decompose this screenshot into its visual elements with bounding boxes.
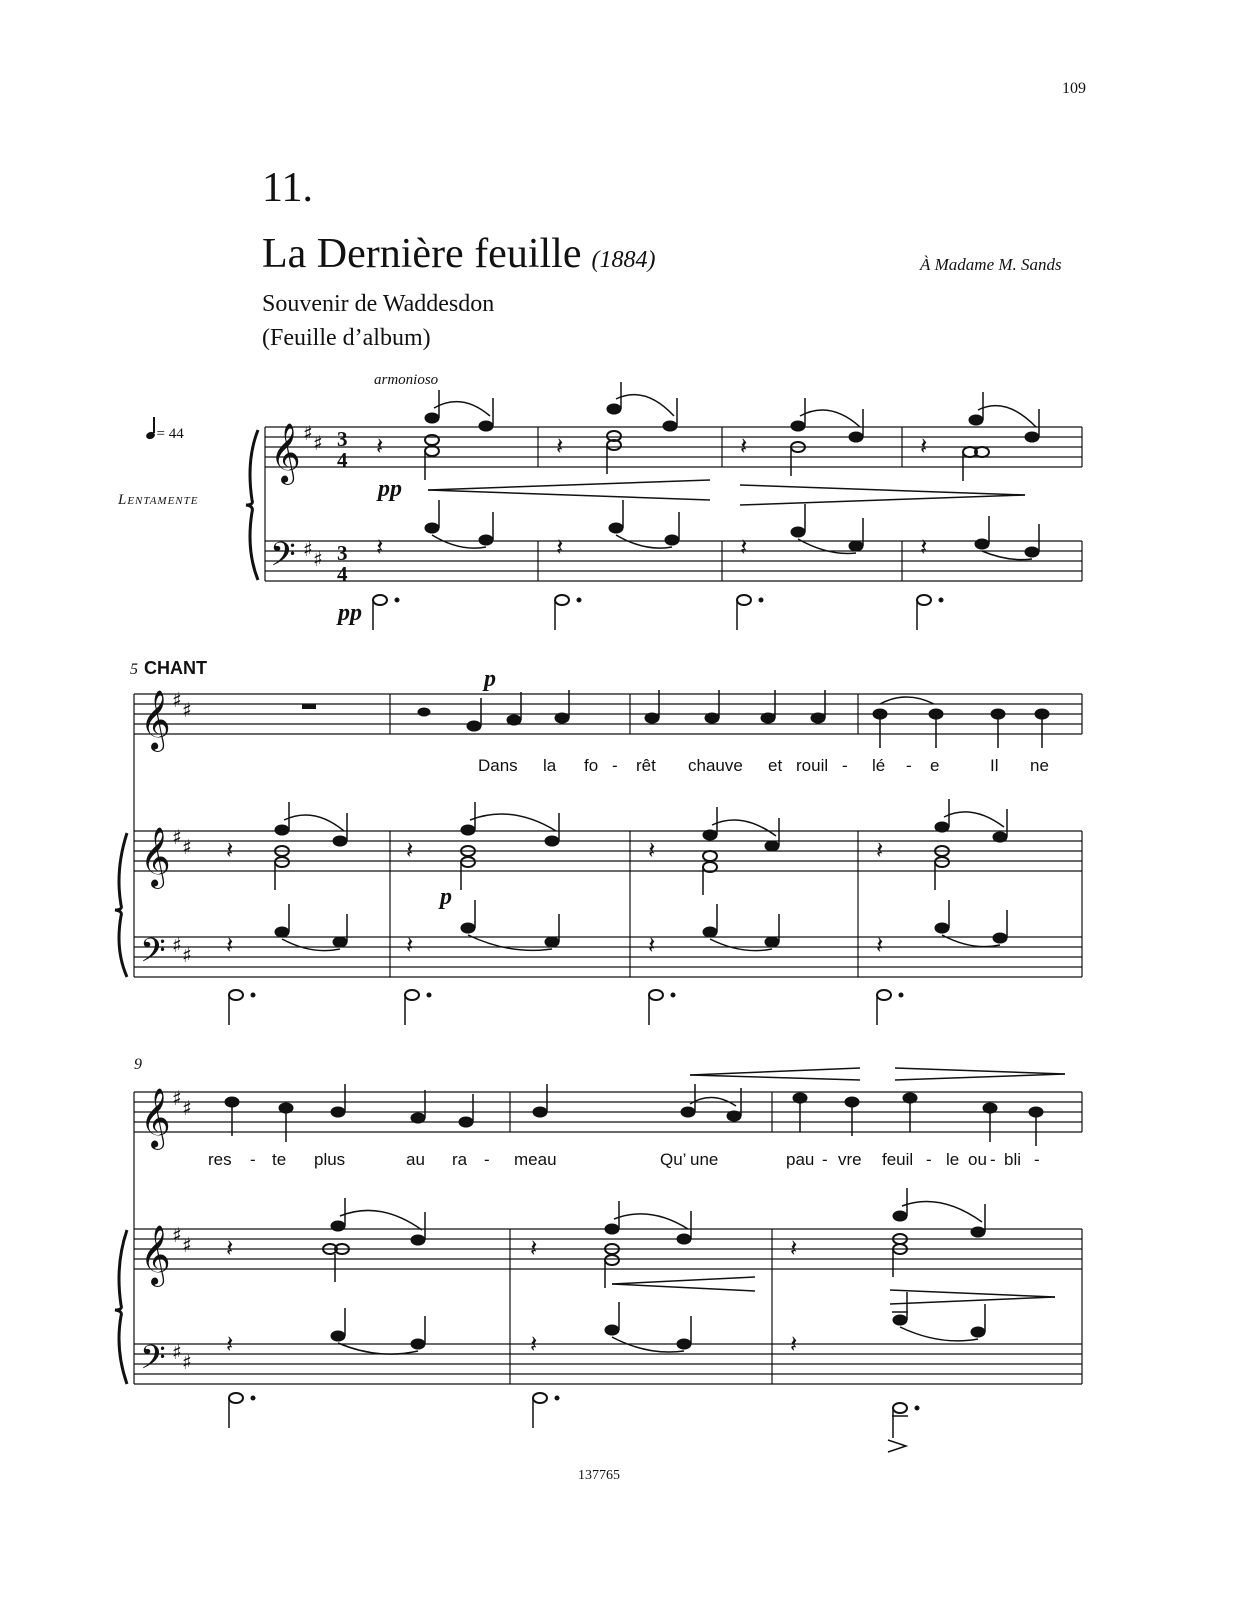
title-row — [262, 230, 655, 278]
lyric-syllable: feuil — [882, 1150, 914, 1169]
lyric-syllable: vre — [838, 1150, 862, 1169]
svg-text:𝄽: 𝄽 — [740, 432, 748, 460]
svg-text:♯: ♯ — [313, 431, 323, 455]
lyric-syllable: res — [208, 1150, 232, 1169]
lyric-syllable: le — [946, 1150, 960, 1169]
svg-text:3: 3 — [337, 427, 348, 451]
svg-text:𝄽: 𝄽 — [556, 432, 564, 460]
tempo-value: = 44 — [156, 426, 184, 442]
svg-text:𝄽: 𝄽 — [376, 533, 384, 561]
lyric-syllable: au — [406, 1150, 425, 1169]
svg-text:𝄽: 𝄽 — [876, 931, 884, 959]
lyric-syllable: Qu’ — [660, 1150, 687, 1169]
dynamic-p: p — [484, 666, 496, 692]
svg-text:𝄽: 𝄽 — [876, 836, 884, 864]
svg-text:♯: ♯ — [172, 688, 182, 712]
dynamic-pp: pp — [338, 600, 362, 626]
song-year: (1884) — [591, 247, 656, 273]
lyric-syllable: te — [272, 1150, 287, 1169]
svg-text:𝄽: 𝄽 — [226, 1330, 234, 1358]
lyric-syllable: pau — [786, 1150, 815, 1169]
lyric-syllable: ou — [968, 1150, 987, 1169]
song-number: 11. — [262, 165, 313, 211]
page-number: 109 — [1062, 80, 1086, 97]
svg-text:𝄢: 𝄢 — [140, 1339, 166, 1385]
svg-text:♯: ♯ — [172, 1086, 182, 1110]
lyric-syllable: - — [990, 1150, 996, 1169]
svg-text:𝄽: 𝄽 — [920, 432, 928, 460]
lyric-syllable: lé — [872, 756, 886, 775]
svg-text:𝄞: 𝄞 — [140, 1225, 171, 1285]
svg-text:𝄞: 𝄞 — [140, 827, 171, 887]
voice-label-text: CHANT — [144, 658, 207, 678]
svg-text:𝄽: 𝄽 — [226, 836, 234, 864]
tempo-mark — [146, 422, 184, 443]
lyric-syllable: - — [484, 1150, 490, 1169]
svg-text:𝄞: 𝄞 — [140, 690, 171, 750]
lyric-syllable: fo — [584, 756, 599, 775]
lyric-syllable: - — [1034, 1150, 1040, 1169]
lyric-syllable: Il — [990, 756, 999, 775]
svg-text:𝄽: 𝄽 — [530, 1234, 538, 1262]
lyric-syllable: bli — [1004, 1150, 1022, 1169]
svg-text:𝄽: 𝄽 — [556, 533, 564, 561]
svg-text:3: 3 — [337, 541, 348, 565]
dynamic-p: p — [440, 884, 452, 910]
tempo-word: Lentamente — [118, 492, 199, 508]
lyric-syllable: Dans — [478, 756, 518, 775]
svg-text:♯: ♯ — [182, 943, 192, 967]
svg-text:♯: ♯ — [182, 698, 192, 722]
svg-text:𝄽: 𝄽 — [648, 931, 656, 959]
svg-text:♯: ♯ — [303, 537, 313, 561]
lyric-syllable: une — [690, 1150, 719, 1169]
svg-text:𝄽: 𝄽 — [648, 836, 656, 864]
lyric-syllable: - — [926, 1150, 932, 1169]
svg-text:♯: ♯ — [182, 1350, 192, 1374]
footer-code: 137765 — [578, 1468, 620, 1483]
svg-text:𝄽: 𝄽 — [406, 931, 414, 959]
svg-text:𝄢: 𝄢 — [140, 932, 166, 978]
lyric-syllable: - — [822, 1150, 828, 1169]
svg-text:𝄽: 𝄽 — [530, 1330, 538, 1358]
subtitle-line: Souvenir de Waddesdon — [262, 291, 495, 317]
lyric-syllable: et — [768, 756, 783, 775]
svg-text:♯: ♯ — [172, 1223, 182, 1247]
lyric-syllable: e — [930, 756, 940, 775]
subtitle-line: (Feuille d’album) — [262, 325, 431, 351]
svg-text:𝄽: 𝄽 — [790, 1330, 798, 1358]
lyric-syllable: - — [842, 756, 848, 775]
voice-label — [130, 658, 227, 679]
svg-text:𝄽: 𝄽 — [226, 1234, 234, 1262]
svg-text:♯: ♯ — [172, 825, 182, 849]
lyric-syllable: chauve — [688, 756, 743, 775]
subtitle — [262, 287, 494, 355]
svg-text:♯: ♯ — [303, 421, 313, 445]
svg-text:𝄽: 𝄽 — [740, 533, 748, 561]
svg-text:4: 4 — [337, 448, 348, 472]
lyric-syllable: plus — [314, 1150, 346, 1169]
svg-text:♯: ♯ — [313, 547, 323, 571]
measure-number: 9 — [134, 1056, 142, 1073]
expression-mark: armonioso — [374, 372, 439, 388]
svg-text:𝄽: 𝄽 — [406, 836, 414, 864]
lyric-syllable: la — [543, 756, 557, 775]
lyric-syllable: rouil — [796, 756, 829, 775]
lyric-syllable: ra — [452, 1150, 468, 1169]
lyric-syllable: - — [250, 1150, 256, 1169]
dedication: À Madame M. Sands — [920, 255, 1062, 274]
dynamic-pp: pp — [378, 476, 402, 502]
svg-text:♯: ♯ — [182, 835, 192, 859]
svg-text:𝄢: 𝄢 — [270, 536, 296, 582]
lyric-syllable: rêt — [636, 756, 656, 775]
svg-text:𝄞: 𝄞 — [270, 423, 301, 483]
svg-text:♯: ♯ — [182, 1096, 192, 1120]
svg-text:𝄽: 𝄽 — [226, 931, 234, 959]
lyric-syllable: meau — [514, 1150, 557, 1169]
measure-number: 5 — [130, 661, 138, 678]
lyric-syllable: - — [612, 756, 618, 775]
svg-text:𝄽: 𝄽 — [376, 432, 384, 460]
lyric-syllable: ne — [1030, 756, 1049, 775]
svg-text:𝄞: 𝄞 — [140, 1088, 171, 1148]
svg-text:4: 4 — [337, 562, 348, 586]
svg-text:♯: ♯ — [172, 1340, 182, 1364]
svg-text:♯: ♯ — [182, 1233, 192, 1257]
quarter-note-stem — [153, 417, 155, 433]
lyric-syllable: - — [906, 756, 912, 775]
svg-text:𝄽: 𝄽 — [920, 533, 928, 561]
song-title: La Dernière feuille — [262, 231, 582, 277]
svg-text:♯: ♯ — [172, 933, 182, 957]
svg-text:𝄽: 𝄽 — [790, 1234, 798, 1262]
